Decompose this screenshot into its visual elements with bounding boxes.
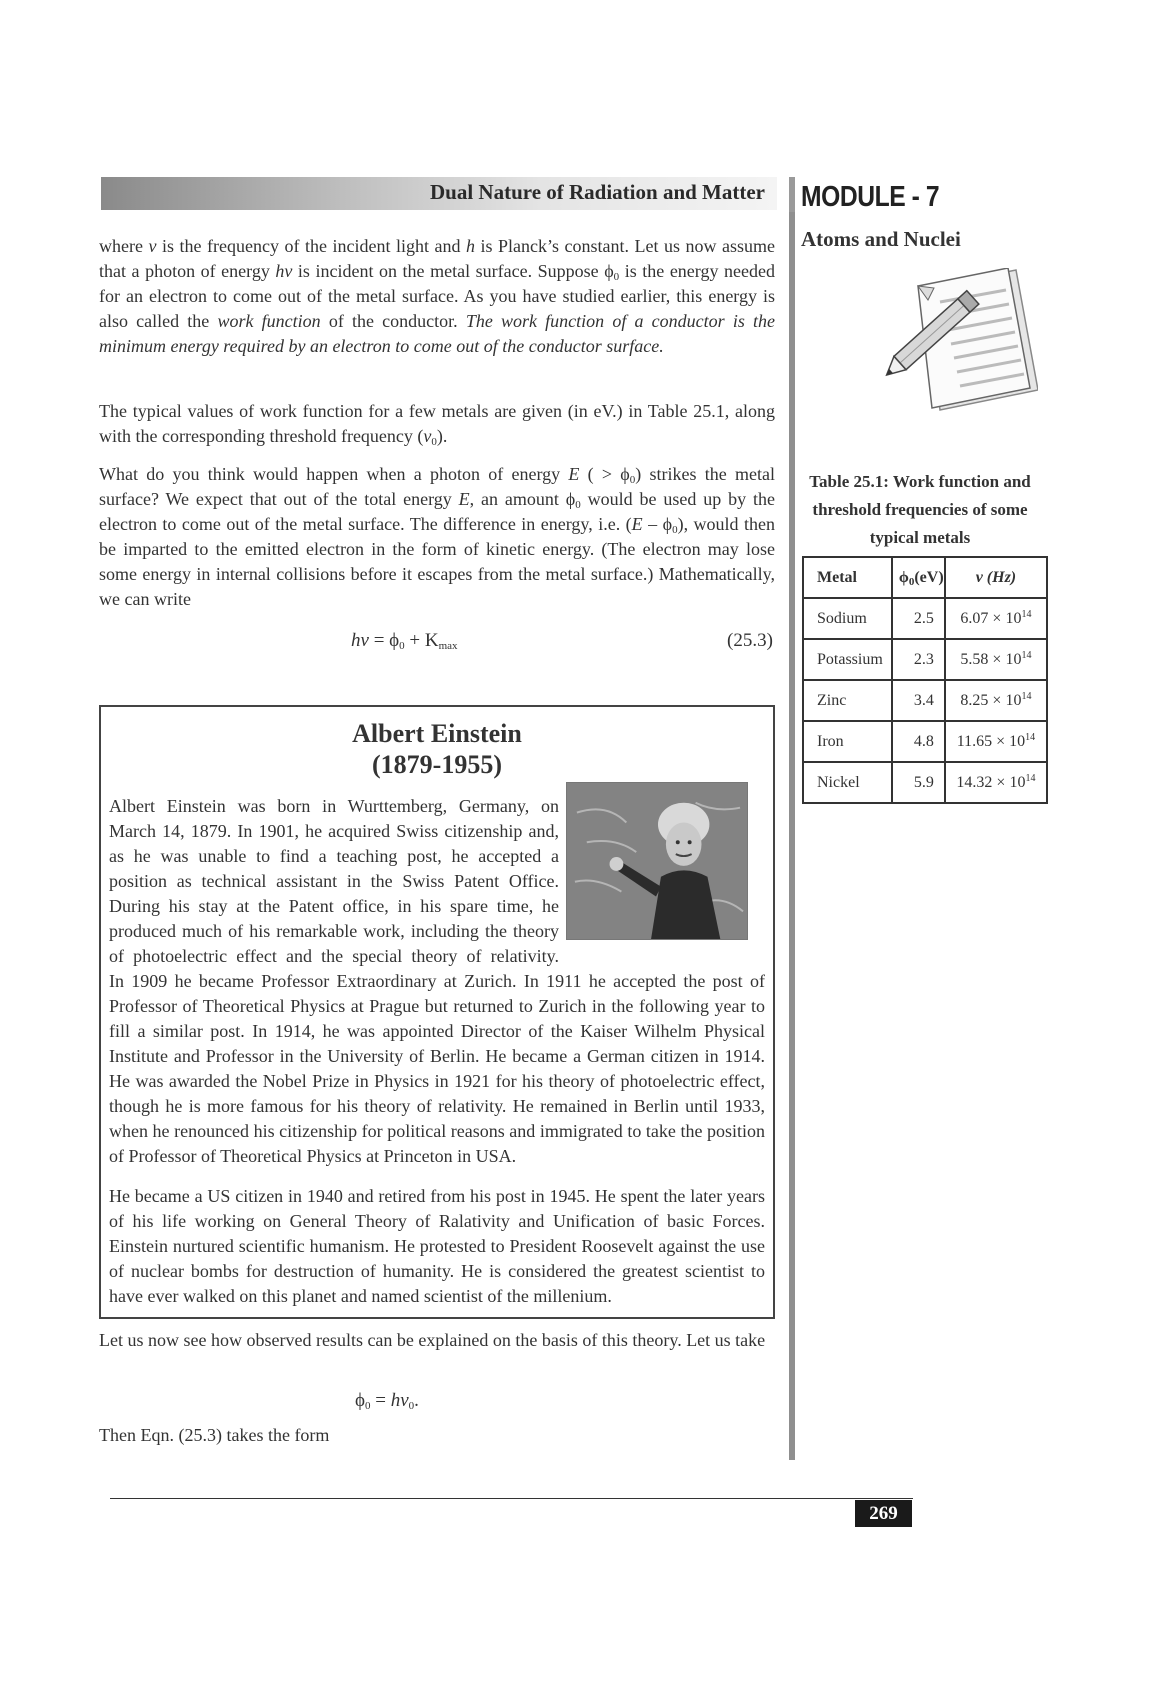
work-function-definition: The work function of a conductor is the minimum energy required by an electron to come out of the conductor surface. [99, 311, 775, 356]
einstein-photo [566, 782, 748, 940]
paragraph-table-ref: The typical values of work function for a few metals are given (in eV.) in Table 25.1, along with the corresponding threshold frequency $(v_0)$. [99, 401, 775, 448]
header-metal: Metal [803, 557, 892, 598]
table-row: Potassium 2.3 $5.58 \times 10^{14}$ [803, 639, 1047, 680]
biography-box [99, 705, 775, 1319]
work-function-table [802, 556, 1048, 804]
table-row: Sodium 2.5 $6.07 \times 10^{14}$ [803, 598, 1047, 639]
sidebar-rule [789, 212, 795, 1460]
bio-years: (1879-1955) [372, 750, 502, 779]
chapter-title: Dual Nature of Radiation and Matter [429, 180, 765, 204]
module-title: MODULE - 7 [801, 181, 940, 213]
equation-einstein: hv = $\phi_0 + K_{max}$ [351, 630, 458, 652]
module-subtitle: Atoms and Nuclei [801, 227, 961, 251]
paragraph-then: Then Eqn. (25.3) takes the form [99, 1425, 330, 1445]
table-row: Zinc 3.4 $8.25 \times 10^{14}$ [803, 680, 1047, 721]
table-header-row [803, 557, 1047, 598]
equation-threshold: $\phi_0 = hv_0$. [355, 1390, 419, 1412]
bio-later-life: He became a US citizen in 1940 and retired from his post in 1945. He spent the later years of his life working on General Theory of Ralativity and Unification of basic Forces. Einstein nurtured scientific humanism. He protested to President Roosevelt against the use of nuclear bombs for destruction of humanity. He is considered the greatest scientist to have ever walked on this planet and named scientist of the millenium. [109, 1186, 765, 1306]
bio-career: In 1909 he became Professor Extraordinary at Zurich. In 1911 he accepted the post of Professor of Theoretical Physics at Prague but returned to Zurich in the following year to fill a similar post. In 1914, he was appointed Director of the Kaiser Wilhelm Physical Institute and Professor in the University of Berlin. He became a German citizen in 1914. He was awarded the Nobel Prize in Physics in 1921 for his theory of photoelectric effect, though he is more famous for his theory of relativity. He remained in Berlin until 1933, when he renounced his citizenship for political reasons and immigrated to take the position of Professor of Theoretical Physics at Princeton in USA. [109, 971, 765, 1166]
notes-icon [878, 268, 1038, 420]
header-bar [101, 177, 777, 210]
header-frequency: ν (Hz) [945, 557, 1047, 598]
paragraph-intro: where v is the frequency of the incident light and h is Planck’s constant. Let us now assume that a photon of energy hv is incident on the metal surface. Suppose $\phi_0$ is the energy needed for an electron to come out of the metal surface. As you have studied earlier, this energy is also called the work function of the conductor. The work function of a conductor is the minimum energy required by an electron to come out of the conductor surface. [99, 236, 775, 356]
bio-name: Albert Einstein [352, 719, 522, 748]
table-row: Iron 4.8 $11.65 \times 10^{14}$ [803, 721, 1047, 762]
table-row: Nickel 5.9 $14.32 \times 10^{14}$ [803, 762, 1047, 803]
header-phi: $\phi_0(eV)$ [892, 557, 945, 598]
sidebar-rule-top [789, 177, 795, 212]
paragraph-explanation: Let us now see how observed results can be explained on the basis of this theory. Let us take [99, 1330, 766, 1350]
footer-rule [110, 1498, 913, 1499]
work-function-term: work function [217, 311, 321, 331]
equation-number: (25.3) [727, 630, 773, 651]
page-number: 269 [855, 1500, 912, 1527]
bio-early-life: Albert Einstein was born in Wurttemberg, Germany, on March 14, 1879. In 1901, he acquired Swiss citizenship and, as he was unable to find a teaching post, he accepted a position as technical assistant in the Swiss Patent Office. During his stay at the Patent office, in his spare time, he produced much of his remarkable work, including the theory of photoelectric effect and the special theory of relativity. [109, 796, 559, 966]
table-caption: Table 25.1: Work function and threshold frequencies of some typical metals [809, 472, 1031, 547]
paragraph-photon: What do you think would happen when a photon of energy E ( > $\phi_0$) strikes the metal surface? We expect that out of the total energy E, an amount $\phi_0$ would be used up by the electron to come out of the metal surface. The difference in energy, i.e. $(E - \phi_0)$, would then be imparted to the emitted electron in the form of kinetic energy. (The electron may lose some energy in internal collisions before it escapes from the metal surface.) Mathematically, we can write [99, 464, 775, 609]
